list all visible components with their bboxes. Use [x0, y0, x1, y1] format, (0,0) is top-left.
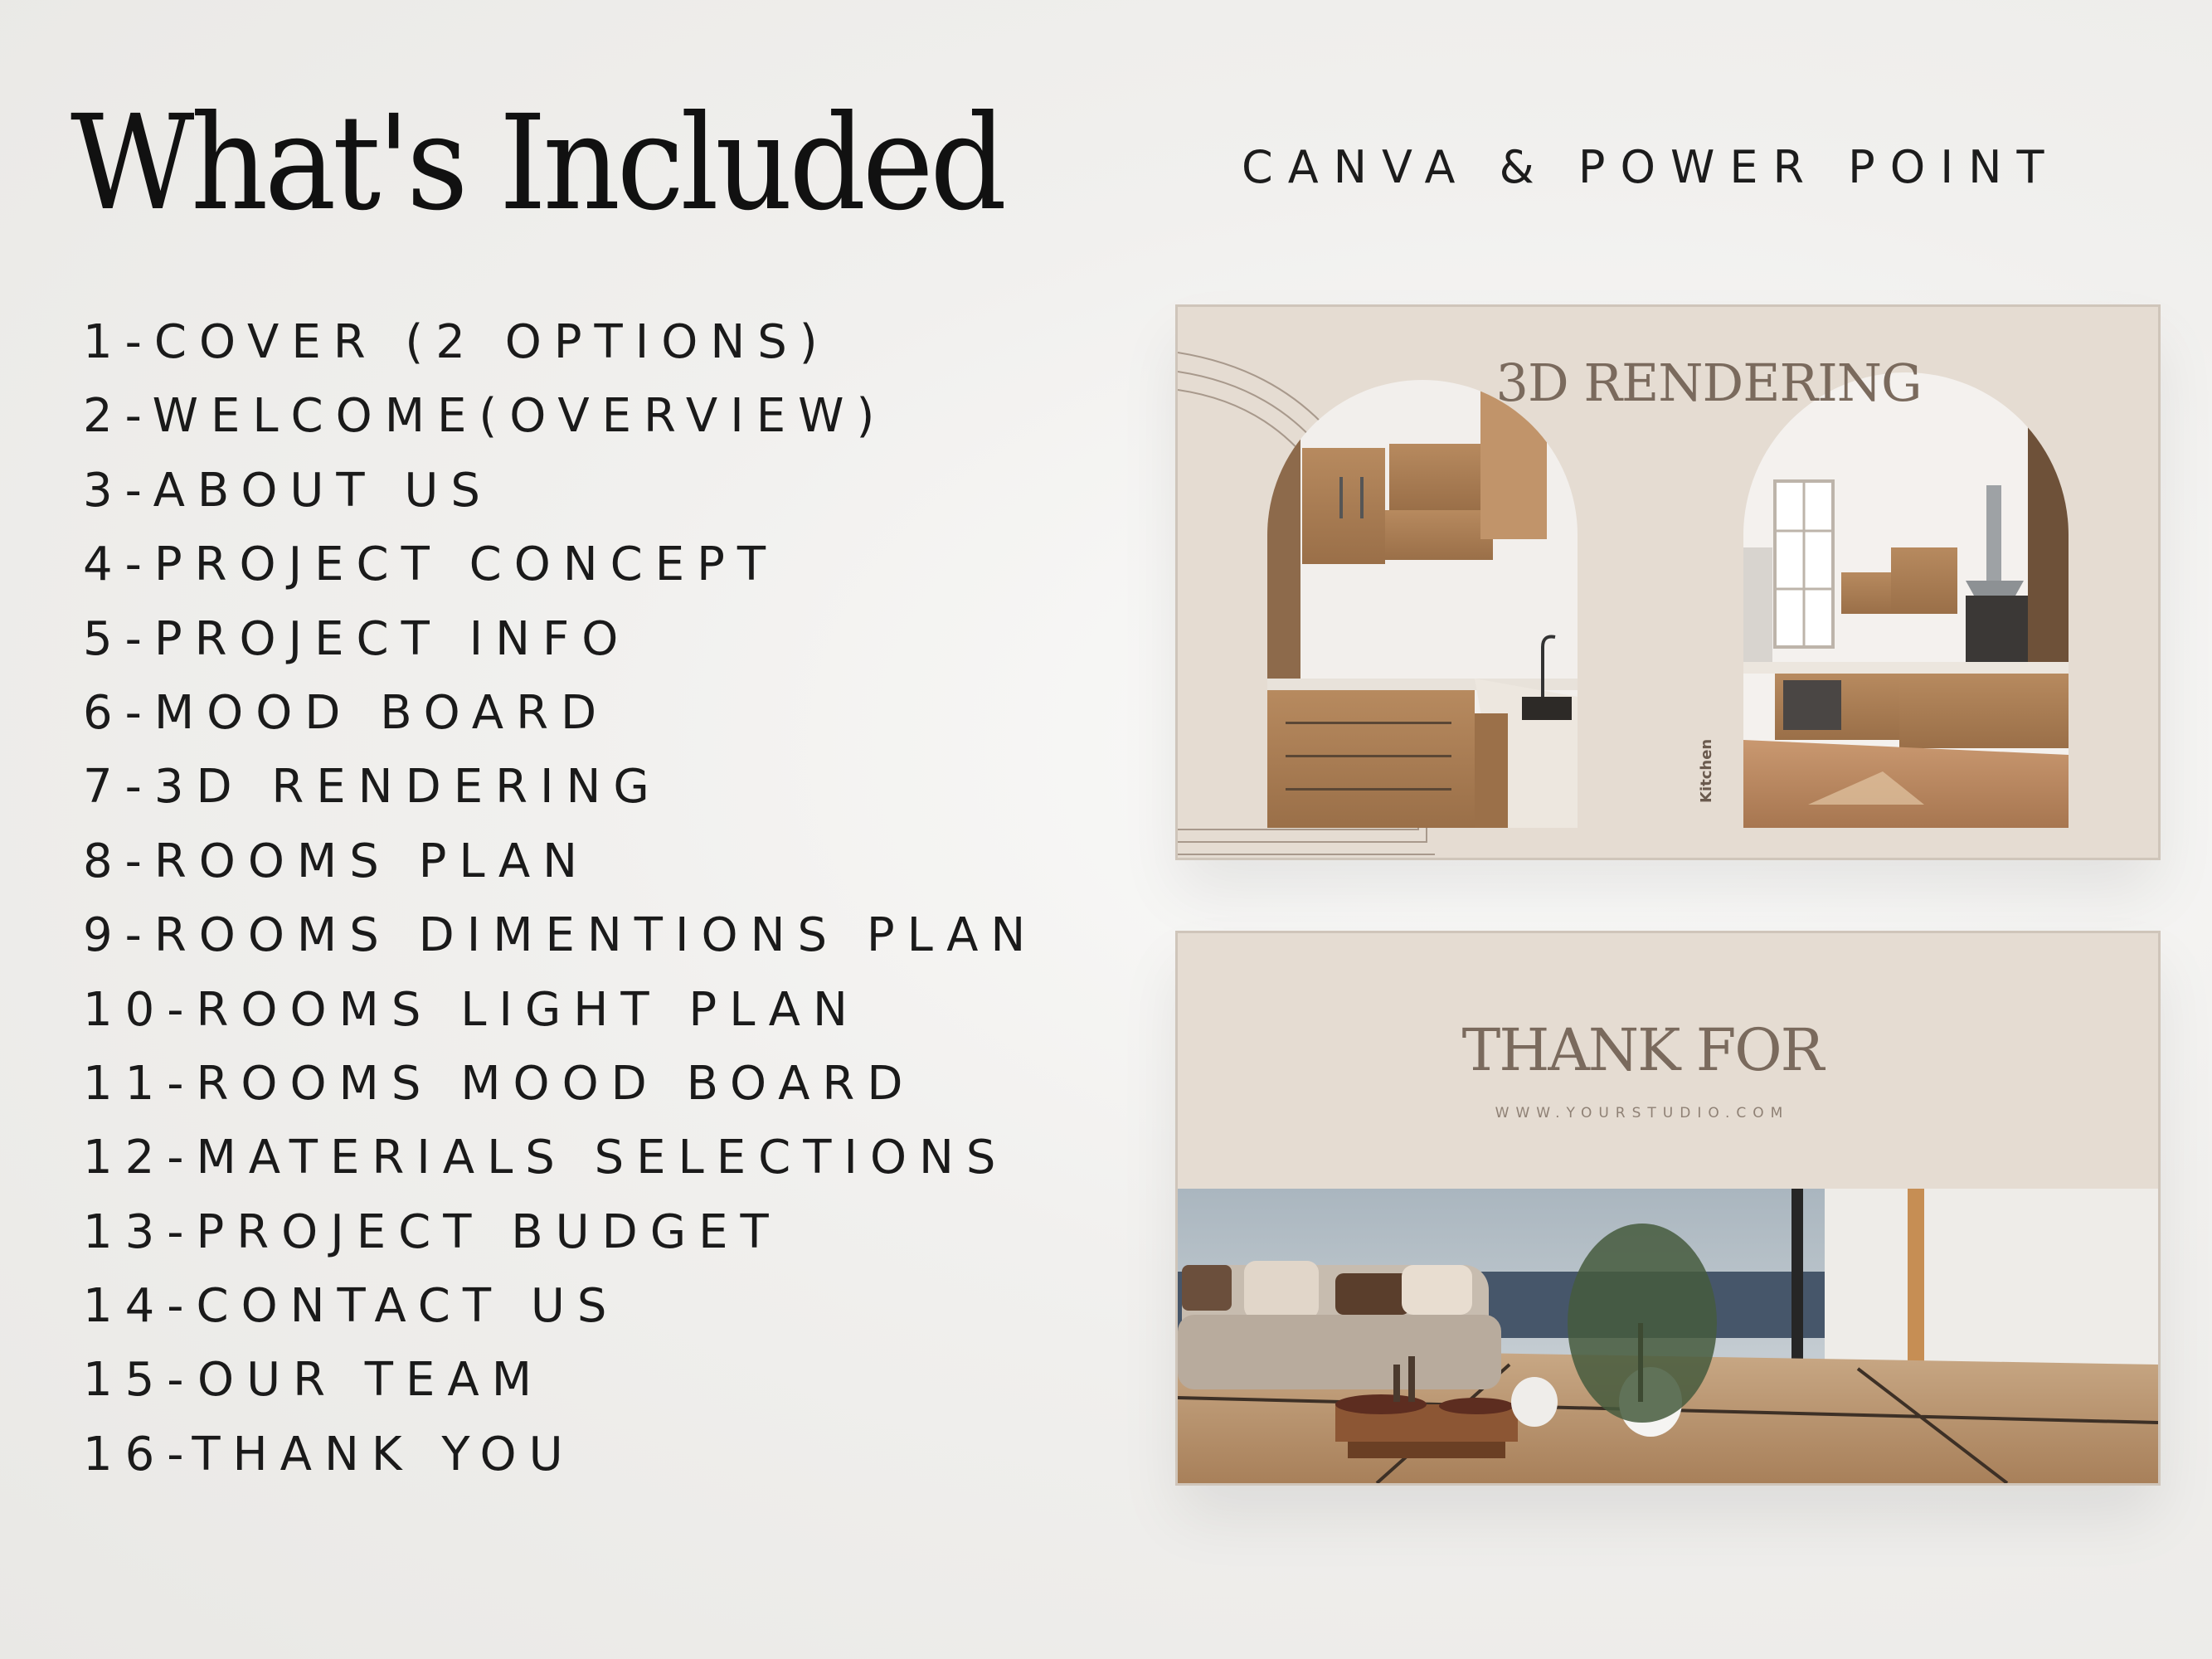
platform-subtitle: CANVA & POWER POINT — [1242, 141, 2059, 193]
page-title: What's Included — [70, 87, 1004, 240]
room-label: Kitchen — [1698, 738, 1715, 803]
list-item: 14-CONTACT US — [83, 1279, 620, 1334]
list-item: 15-OUR TEAM — [83, 1353, 545, 1408]
list-item: 10-ROOMS LIGHT PLAN — [83, 982, 860, 1037]
list-item: 12-MATERIALS SELECTIONS — [83, 1131, 1009, 1185]
included-list — [83, 305, 1038, 1491]
list-item: 5-PROJECT INFO — [83, 611, 631, 666]
slide-title: THANK FOR — [1461, 1016, 1823, 1084]
slide-preview-3d-rendering — [1178, 307, 2158, 858]
list-item: 7-3D RENDERING — [83, 760, 662, 815]
slide-preview-thank-you — [1178, 933, 2158, 1483]
studio-url: WWW.YOURSTUDIO.COM — [1495, 1105, 1790, 1121]
list-item: 4-PROJECT CONCEPT — [83, 538, 779, 592]
list-item: 13-PROJECT BUDGET — [83, 1204, 781, 1259]
list-item: 16-THANK YOU — [83, 1427, 576, 1481]
kitchen-render-right — [1743, 372, 2069, 828]
list-item: 6-MOOD BOARD — [83, 685, 610, 740]
list-item: 1-COVER (2 OPTIONS) — [83, 315, 830, 369]
slide-title: 3D RENDERING — [1495, 353, 1922, 413]
list-item: 9-ROOMS DIMENTIONS PLAN — [83, 908, 1038, 963]
list-item: 11-ROOMS MOOD BOARD — [83, 1056, 916, 1111]
list-item: 2-WELCOME(OVERVIEW) — [83, 389, 887, 444]
kitchen-render-left — [1267, 373, 1578, 828]
list-item: 8-ROOMS PLAN — [83, 834, 591, 888]
list-item: 3-ABOUT US — [83, 463, 493, 518]
